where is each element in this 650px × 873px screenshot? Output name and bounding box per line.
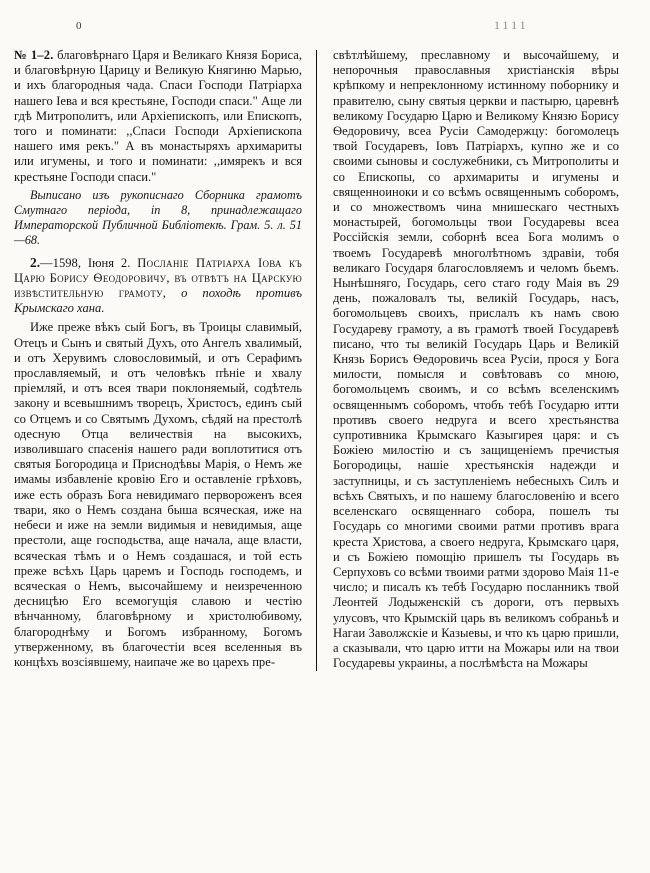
entry-2-dateline: —1598, Іюня 2. [40, 255, 131, 270]
two-column-body [14, 48, 636, 671]
entry-1-paragraph [14, 48, 302, 185]
left-column [14, 48, 316, 671]
entry-2-heading-subtitle: о походѣ противъ Крымскаго хана. [14, 286, 302, 316]
page-top-marks [14, 20, 636, 42]
right-column [317, 48, 619, 671]
entry-2-number: 2. [30, 254, 41, 270]
right-column-text: свѣтлѣйшему, преславному и высочайшему, и непорочныя православныя христіанскія вѣры крѣпкому и непреклонному истинному поборнику и правителю, сыну святыя церкви и пастырю, царевнѣ великому Государю Царю и Великому Князю Борису Ѳедоровичу, всеа Русіи Самодержцу: богомолецъ твой Государевъ, Іовъ Патріархъ, купно же и со своими сыновы и сослужебники, съ Митрополиты и со Епископы, со архимариты и игумены и священноиноки и со всѣмъ освященнымъ соборомъ, и со множествомъ чина мнишескаго честныхъ монастырей, богомольцы твои Государевы всеа Россійскія земли, соборнѣ всеа Бога молимъ о твоемъ Государевѣ многолѣтномъ здравіи, тобя великаго Государя благословляемъ и челомъ бьемъ. Нынѣшняго, Государь, сего стаго году Маія въ 29 день, пожаловалъ ты, великій Государь, насъ, богомольцевъ своихъ, прислалъ къ намъ свою Государеву грамоту, а въ грамотѣ твоей Государевѣ писано, что ты великій Государь Царь и Великій Князь Борисъ Ѳедоровичь всеа Русіи, прося у Бога милости, помысля и совѣтовавъ со мною, богомольцемъ своимъ, и со всѣмъ вселенскимъ освященнымъ соборомъ, чтобъ тебѣ Государю итти противъ своего недруга и всего хрестьянства супротивника Крымскаго Казыгирея царя: и съ Божіею милостію и съ защищеніемъ пречистыя Богородицы, нашіе хрестьянскія надежди и заступницы, и съ заступленіемъ небесныхъ Силъ и всѣхъ Святыхъ, и по нашему благословенію и всего вселенскаго освященнаго собора, пошелъ ты Государь со многими своими ратми противъ врага креста Христова, а своего недруга, Крымскаго царя, и съ Божіею помощію пришелъ ты Государь въ Серпуховъ со всѣми твоими ратми здорово Маія 11-е число; и писалъ къ тебѣ Государю посланникъ твой Леонтей Лодыженскій съ дороги, отъ первыхъ улусовъ, что Крымскій царь въ великомъ собраньѣ и Нагаи Заволжскіе и Казыевы, и что къ царю пришли, а сказывали, что царю итти на Можары или на твои Государевы украины, а послѣмѣста на Можары [333, 48, 619, 671]
entry-1-text: благовѣрнаго Царя и Великаго Князя Бориса, и благовѣрную Царицу и Великую Княгиню Марью, и ихъ благородныя чада. Спаси Господи Патріарха нашего Іева и вся крестьяне, Господи спаси." Аще ли гдѣ Митрополитъ, или Архіепископъ, или Епископъ, того и поминати: ,,Спаси Господи Архіепископа нашего имя рекъ." А въ монастыряхъ архимариты или игумены, и того и поминати: ,,имярекъ и вся крестьяне Господи спаси." [14, 48, 302, 184]
source-note: Выписано изъ рукописнаго Сборника грамотъ Смутнаго періода, in 8, принадлежащаго Императорской Публичной Библіотекѣ. Грам. 5. л. 51—68. [14, 187, 302, 248]
entry-2-body: Иже преже вѣкъ сый Богъ, въ Троицы славимый, Отецъ и Сынъ и святый Духъ, ото Ангелъ хвалимый, и отъ Херувимъ словословимый, и отъ Серафимъ прославляемый, и отъ человѣкъ пѣніе и хвалу пріемляй, и отъ всея твари поклоняемый, содѣтель закону и всевышнимъ творецъ, Христосъ, единъ сый со Отцемъ и со Святымъ Духомъ, сѣдяй на престолѣ одесную Отца величествія на высокихъ, изволившаго спасенія нашего ради воплотитися отъ святыя Богородица и Приснодѣвы Марія, о Немъ же имамы избавленіе кровію Его и оставленіе грѣховъ, иже есть образъ Бога невидимаго первороженъ всея твари, яко о Немъ создана быша всяческая, иже на небеси и иже на земли видимыя и невидимыя, аще престоли, аще господьства, аще начала, аще власти, всяческая тѣмъ и о Немъ создашася, и той есть преже всѣхъ Царь царемъ и Господь господемъ, и всяческая о Немъ, высочайшему и неизреченною десницѣю Его всемогущія славою и честію вѣнчанному, благовѣрному и христолюбивому, благороднѣму и Богомъ избранному, Богомъ утверженному, въ благочестіи всея вселенныя въ концѣхъ возсіявшему, наипаче же во царехъ пре- [14, 320, 302, 669]
entry-1-marker: № 1–2. [14, 48, 54, 62]
page-mark-right: 1111 [494, 18, 529, 32]
entry-2-heading-paragraph [14, 255, 302, 317]
entry-2-heading: Посланіе Патріарха Іова къ Царю Борису Ѳеодоровичу, въ отвѣтъ на Царскую извѣстительную грамоту, [14, 255, 302, 301]
page-mark-left: 0 [76, 20, 83, 32]
